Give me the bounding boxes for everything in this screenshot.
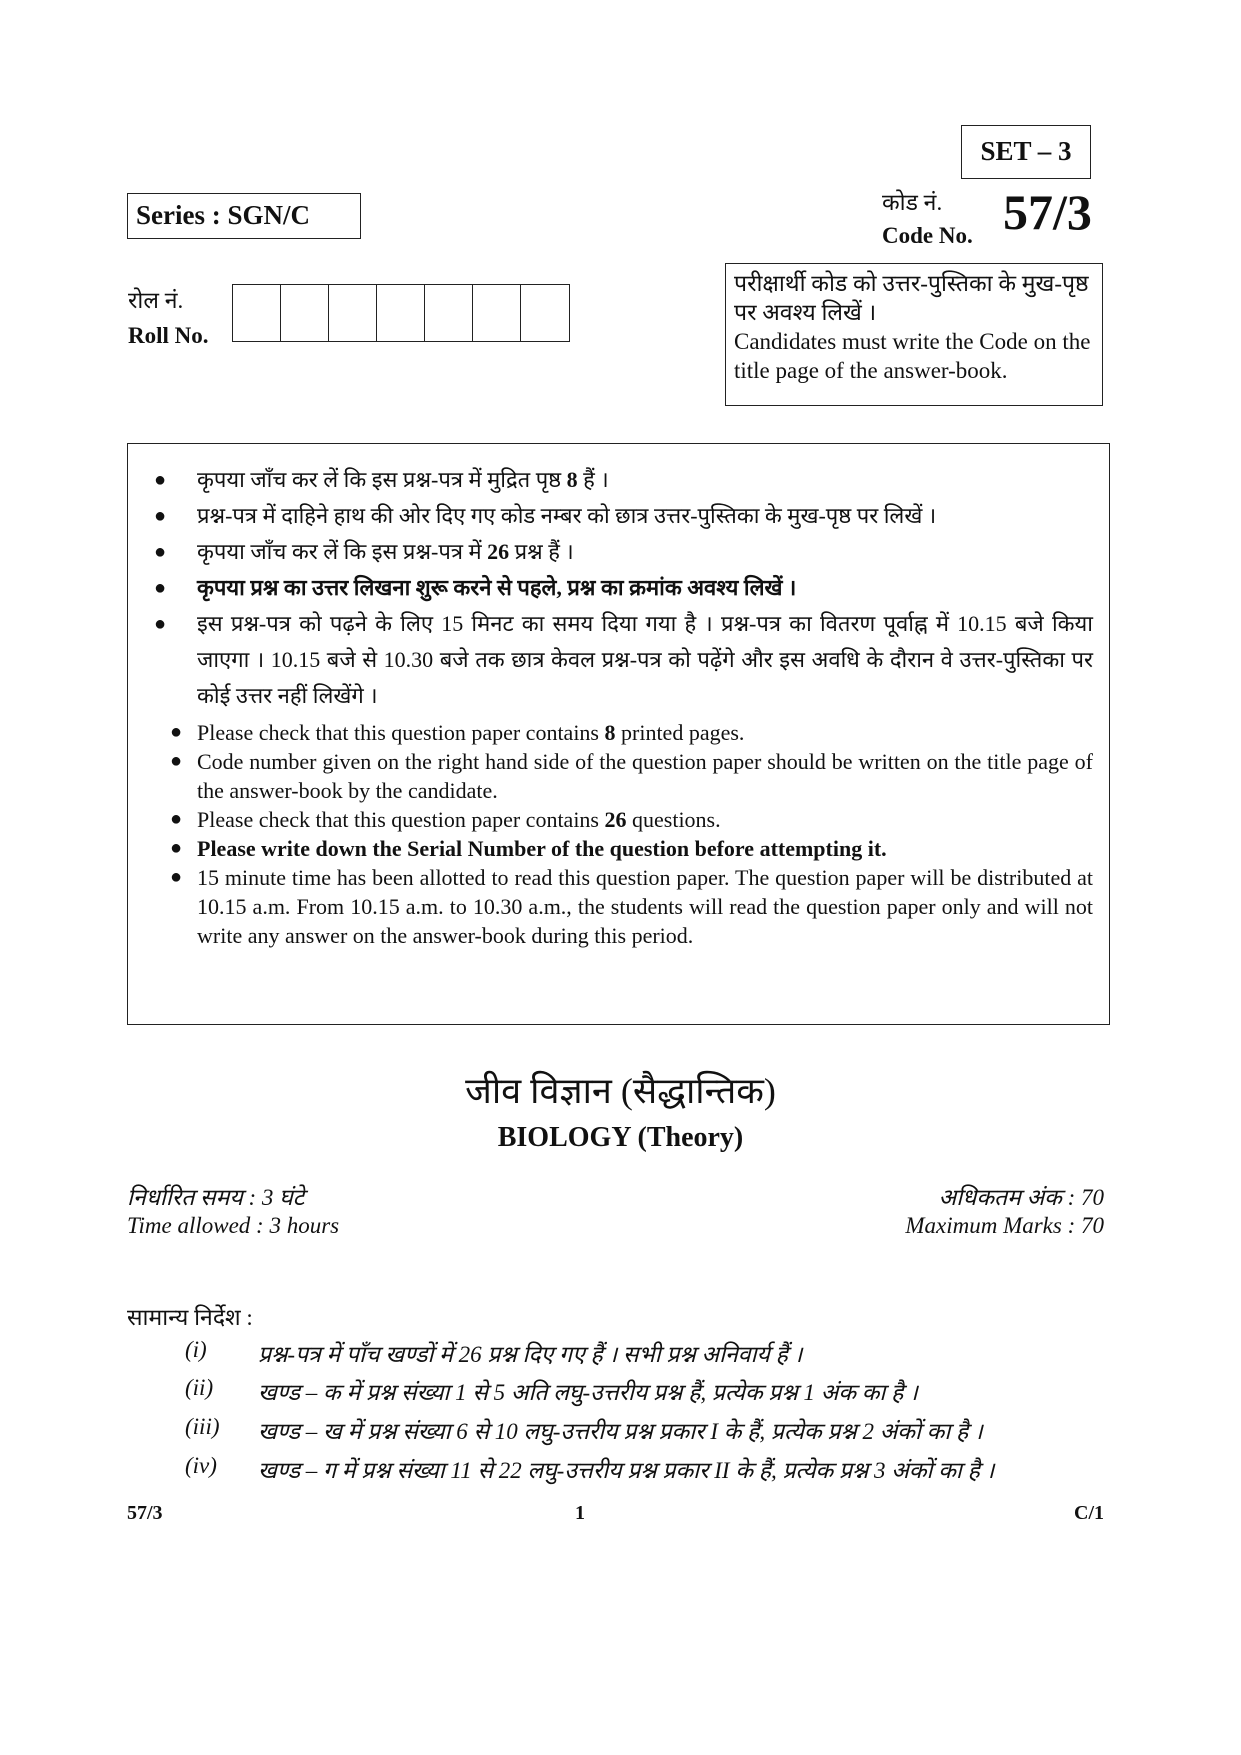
instruction-item-en: ● Please check that this question paper contains 8 printed pages. — [144, 718, 1093, 747]
code-label-english: Code No. — [882, 223, 973, 248]
instruction-item-hi: ● कृपया प्रश्न का उत्तर लिखना शुरू करने से पहले, प्रश्न का क्रमांक अवश्य लिखें । — [144, 570, 1093, 606]
candidate-note-english: Candidates must write the Code on the title page of the answer-book. — [734, 329, 1091, 383]
roll-digit-box[interactable] — [473, 285, 521, 341]
general-instruction-item: (iv) खण्ड – ग में प्रश्न संख्या 11 से 22 लघु-उत्तरीय प्रश्न प्रकार II के हैं, प्रत्येक प्रश्न 3 अंकों का है । — [185, 1453, 995, 1483]
bullet-icon: ● — [170, 837, 183, 859]
bullet-icon: ● — [154, 613, 167, 635]
page-number: 1 — [575, 1502, 585, 1524]
instructions-hindi — [144, 462, 1093, 714]
instructions-box — [127, 443, 1110, 1025]
instruction-item-en: ● Code number given on the right hand side of the question paper should be written on the title page of the answer-book by the candidate. — [144, 747, 1093, 805]
subject-title-english: BIOLOGY (Theory) — [497, 1122, 744, 1153]
roll-digit-box[interactable] — [281, 285, 329, 341]
bullet-icon: ● — [170, 808, 183, 830]
bullet-icon: ● — [154, 505, 167, 527]
instruction-item-hi: ● प्रश्न-पत्र में दाहिने हाथ की ओर दिए गए कोड नम्बर को छात्र उत्तर-पुस्तिका के मुख-पृष्ठ पर लिखें । — [144, 498, 1093, 534]
bullet-icon: ● — [154, 577, 167, 599]
roll-label-hindi: रोल नं. — [128, 288, 184, 313]
bullet-icon: ● — [170, 750, 183, 772]
code-number: 57/3 — [1003, 184, 1092, 240]
roll-digit-box[interactable] — [329, 285, 377, 341]
general-instruction-item: (iii) खण्ड – ख में प्रश्न संख्या 6 से 10 लघु-उत्तरीय प्रश्न प्रकार I के हैं, प्रत्येक प्रश्न 2 अंकों का है । — [185, 1414, 983, 1444]
general-instruction-item: (i) प्रश्न-पत्र में पाँच खण्डों में 26 प्रश्न दिए गए हैं । सभी प्रश्न अनिवार्य हैं । — [185, 1337, 803, 1367]
roll-label-english: Roll No. — [128, 323, 209, 348]
instruction-item-hi: ● कृपया जाँच कर लें कि इस प्रश्न-पत्र में 26 प्रश्न हैं । — [144, 534, 1093, 570]
max-marks-hindi: अधिकतम अंक : 70 — [938, 1185, 1104, 1210]
time-allowed-hindi: निर्धारित समय : 3 घंटे — [127, 1185, 305, 1210]
bullet-icon: ● — [170, 721, 183, 743]
max-marks-english: Maximum Marks : 70 — [905, 1213, 1104, 1238]
roll-digit-box[interactable] — [521, 285, 569, 341]
instruction-item-hi: ● कृपया जाँच कर लें कि इस प्रश्न-पत्र में मुद्रित पृष्ठ 8 हैं । — [144, 462, 1093, 498]
time-allowed-english: Time allowed : 3 hours — [127, 1213, 340, 1238]
series-label: Series : SGN/C — [127, 193, 361, 239]
instruction-item-en: ● 15 minute time has been allotted to read this question paper. The question paper will be distributed at 10.15 a.m. From 10.15 a.m. to 10.30 a.m., the students will read the question paper only and will not write any answer on the answer-book during this period. — [144, 863, 1093, 950]
code-label-hindi: कोड नं. — [882, 190, 943, 215]
candidate-note-hindi: परीक्षार्थी कोड को उत्तर-पुस्तिका के मुख-पृष्ठ पर अवश्य लिखें । — [734, 271, 1089, 325]
footer-code: 57/3 — [127, 1502, 163, 1524]
general-instructions-heading: सामान्य निर्देश : — [127, 1305, 253, 1330]
candidate-code-note — [725, 263, 1103, 406]
bullet-icon: ● — [154, 541, 167, 563]
roll-number-boxes[interactable] — [232, 284, 570, 342]
general-instruction-item: (ii) खण्ड – क में प्रश्न संख्या 1 से 5 अति लघु-उत्तरीय प्रश्न हैं, प्रत्येक प्रश्न 1 अंक का है । — [185, 1375, 918, 1405]
set-label: SET – 3 — [961, 125, 1091, 179]
roll-digit-box[interactable] — [233, 285, 281, 341]
bullet-icon: ● — [170, 866, 183, 888]
instruction-item-en: ● Please check that this question paper contains 26 questions. — [144, 805, 1093, 834]
instruction-item-hi: ● इस प्रश्न-पत्र को पढ़ने के लिए 15 मिनट का समय दिया गया है । प्रश्न-पत्र का वितरण पूर्वाह्न में 10.15 बजे किया जाएगा । 10.15 बजे से 10.30 बजे तक छात्र केवल प्रश्न-पत्र को पढ़ेंगे और इस अवधि के दौरान वे उत्तर-पुस्तिका पर कोई उत्तर नहीं लिखेंगे । — [144, 606, 1093, 714]
roll-digit-box[interactable] — [377, 285, 425, 341]
instruction-item-en: ● Please write down the Serial Number of the question before attempting it. — [144, 834, 1093, 863]
subject-title-hindi: जीव विज्ञान (सैद्धान्तिक) — [465, 1071, 776, 1111]
bullet-icon: ● — [154, 469, 167, 491]
footer-set: C/1 — [1074, 1502, 1104, 1524]
instructions-english — [144, 718, 1093, 950]
roll-digit-box[interactable] — [425, 285, 473, 341]
